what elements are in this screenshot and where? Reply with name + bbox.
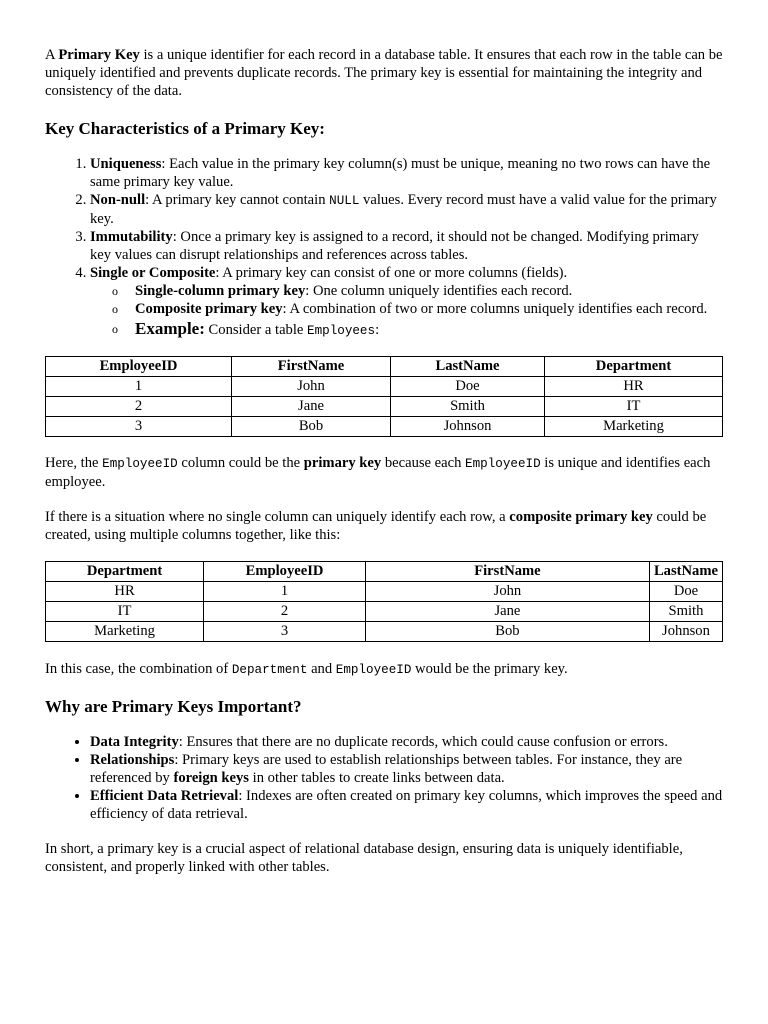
table-cell: 1 [204,582,366,602]
list-item: 3. Immutability: Once a primary key is assigned to a record, it should not be changed. Modifying primary key values can disrupt relationships and references across tables. [90,228,723,264]
list-item: o Single-column primary key: One column uniquely identifies each record. [135,282,723,300]
table-cell: Bob [365,622,649,642]
table-row [46,622,723,642]
table-cell: Bob [232,417,391,437]
table-cell: John [232,377,391,397]
composite-sublist [90,282,723,342]
table-cell: Johnson [391,417,545,437]
column-header: LastName [649,562,722,582]
table-row [46,602,723,622]
table-cell: IT [46,602,204,622]
list-item: • Relationships: Primary keys are used to establish relationships between tables. For instance, they are referenced by foreign keys in other tables to create links between data. [90,751,723,787]
list-item: 1. Uniqueness: Each value in the primary key column(s) must be unique, meaning no two rows can have the same primary key value. [90,155,723,191]
composite-explanation: If there is a situation where no single column can uniquely identify each row, a composite primary key could be created, using multiple columns together, like this: [45,509,707,543]
list-item: • Efficient Data Retrieval: Indexes are often created on primary key columns, which improves the speed and efficiency of data retrieval. [90,787,723,823]
list-item: o Example: Consider a table Employees: [135,318,723,342]
column-header: LastName [391,357,545,377]
list-item: 2. Non-null: A primary key cannot contain NULL values. Every record must have a valid value for the primary key. [90,191,723,228]
table-cell: 3 [46,417,232,437]
table-row [46,377,723,397]
importance-list [45,733,723,823]
table-header-row [46,357,723,377]
column-header: EmployeeID [46,357,232,377]
table-cell: 3 [204,622,366,642]
characteristics-heading: Key Characteristics of a Primary Key: [45,119,325,138]
table-cell: 1 [46,377,232,397]
column-header: EmployeeID [204,562,366,582]
table-cell: Marketing [545,417,723,437]
column-header: Department [46,562,204,582]
table-cell: Doe [391,377,545,397]
table-cell: Jane [365,602,649,622]
importance-heading: Why are Primary Keys Important? [45,697,302,716]
column-header: FirstName [365,562,649,582]
table-row [46,397,723,417]
list-item: • Data Integrity: Ensures that there are no duplicate records, which could cause confusion or errors. [90,733,723,751]
table-cell: HR [545,377,723,397]
table-cell: Smith [649,602,722,622]
combination-explanation: In this case, the combination of Department and EmployeeID would be the primary key. [45,661,568,677]
list-item: o Composite primary key: A combination of two or more columns uniquely identifies each record. [135,300,723,318]
employees-table [45,356,723,437]
conclusion-paragraph: In short, a primary key is a crucial aspect of relational database design, ensuring data is uniquely identifiable, consistent, and properly linked with other tables. [45,841,683,875]
table-cell: 2 [204,602,366,622]
table-cell: Jane [232,397,391,417]
table-cell: 2 [46,397,232,417]
list-item: 4. Single or Composite: A primary key can consist of one or more columns (fields). o Single-column primary key: One column uniquely identifies each record. o Composite primary key: A combination of two or more columns uniquely identifies each record. o Example: Consider a table Employees: [90,264,723,342]
table-cell: Johnson [649,622,722,642]
column-header: FirstName [232,357,391,377]
table-cell: Smith [391,397,545,417]
table-row [46,417,723,437]
table-cell: Marketing [46,622,204,642]
table-cell: John [365,582,649,602]
employeeid-explanation: Here, the EmployeeID column could be the primary key because each EmployeeID is unique and identifies each employee. [45,455,711,490]
table-header-row [46,562,723,582]
composite-key-table [45,561,723,642]
intro-paragraph: A Primary Key is a unique identifier for each record in a database table. It ensures that each row in the table can be uniquely identified and prevents duplicate records. The primary key is essential for maintaining the integrity and consistency of the data. [45,47,723,99]
primary-key-term: Primary Key [58,47,140,63]
table-row [46,582,723,602]
table-cell: Doe [649,582,722,602]
table-cell: HR [46,582,204,602]
column-header: Department [545,357,723,377]
table-cell: IT [545,397,723,417]
characteristics-list [45,155,723,342]
